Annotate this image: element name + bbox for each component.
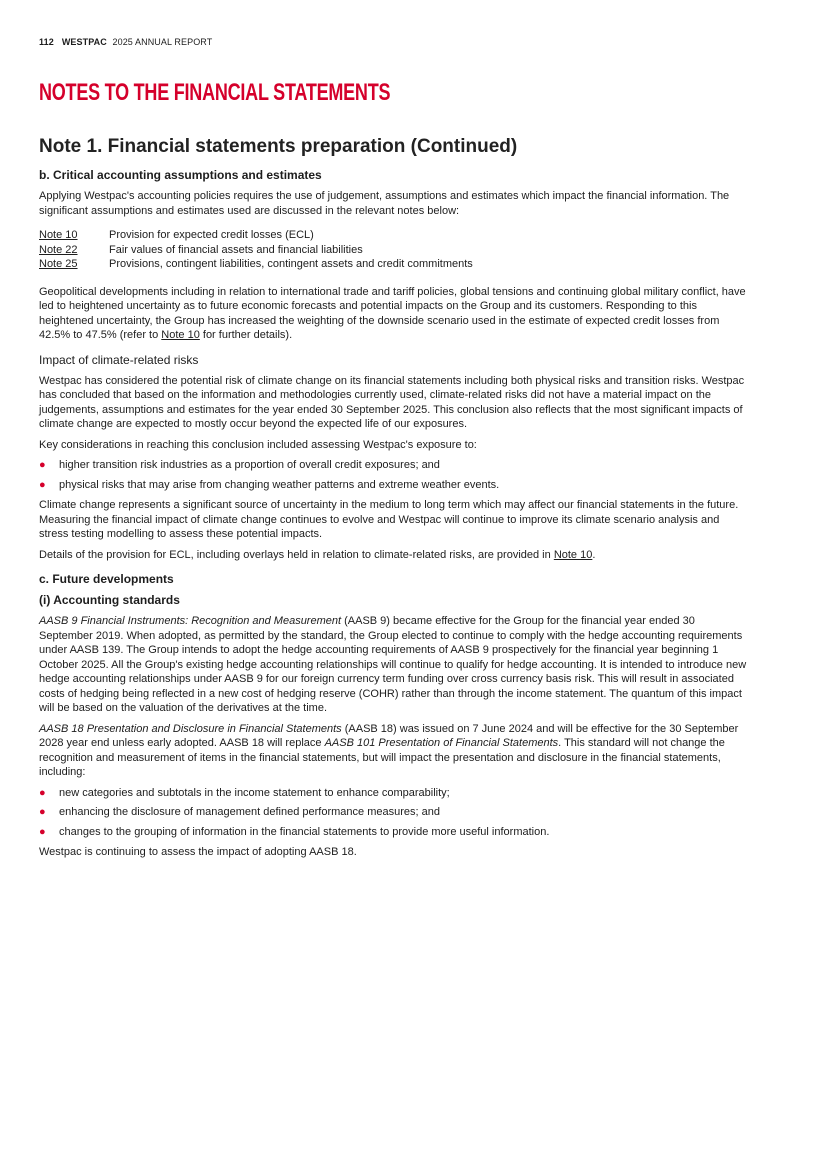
climate-paragraph-2: Key considerations in reaching this conclusion included assessing Westpac's exposure to: <box>39 438 477 451</box>
note-22-link[interactable]: Note 22 <box>39 243 78 256</box>
note-reference-row <box>39 257 749 272</box>
list-item: ● changes to the grouping of information in the financial statements to provide more useful information. <box>39 825 550 838</box>
list-item: ● new categories and subtotals in the income statement to enhance comparability; <box>39 786 450 799</box>
climate-bullet-list <box>39 458 749 492</box>
note-10-link[interactable]: Note 10 <box>161 329 200 341</box>
brand-name: WESTPAC <box>61 37 107 47</box>
note-title: Note 1. Financial statements preparation (Continued) <box>39 136 518 157</box>
list-item: ● enhancing the disclosure of management defined performance measures; and <box>39 806 440 818</box>
note-reference-text: Provision for expected credit losses (ECL) <box>109 229 314 241</box>
note-25-link[interactable]: Note 25 <box>39 258 78 270</box>
accounting-standards-heading: (i) Accounting standards <box>39 593 180 607</box>
bullet-dot-icon: ● <box>39 478 46 491</box>
section-b-intro: Applying Westpac's accounting policies requires the use of judgement, assumptions and estimates which impact the financial information. The significant assumptions and estimates used are discussed in the relevant notes below: <box>39 190 730 217</box>
climate-paragraph-4: Details of the provision for ECL, including overlays held in relation to climate-related risks, are provided in Note 10. <box>39 548 596 561</box>
closing-paragraph: Westpac is continuing to assess the impact of adopting AASB 18. <box>39 846 357 858</box>
section-title: NOTES TO THE FINANCIAL STATEMENTS <box>39 79 391 106</box>
list-item: ● physical risks that may arise from changing weather patterns and extreme weather events. <box>39 478 500 491</box>
content <box>39 136 749 866</box>
note-reference-row <box>39 243 749 258</box>
note-reference-row <box>39 228 749 243</box>
geopolitical-paragraph: Geopolitical developments including in relation to international trade and tariff policies, global tensions and continuing global military conflict, have led to heightened uncertainty as to future economic forecasts and potential impacts on the Group and its customers. Responding to this heightened uncertainty, the Group has increased the weighting of the downside scenario used in the estimate of expected credit losses from 42.5% to 47.5% (refer to Note 10 for further details). <box>39 285 746 341</box>
bullet-dot-icon: ● <box>39 806 46 818</box>
note-10-link[interactable]: Note 10 <box>39 229 78 241</box>
climate-heading: Impact of climate-related risks <box>39 352 199 367</box>
page-header <box>39 37 212 47</box>
section-c-heading: c. Future developments <box>39 572 174 586</box>
list-item: ● higher transition risk industries as a proportion of overall credit exposures; and <box>39 459 440 471</box>
note-reference-text: Fair values of financial assets and financial liabilities <box>109 243 363 256</box>
bullet-dot-icon: ● <box>39 825 46 838</box>
note-reference-list <box>39 228 749 272</box>
aasb9-paragraph: AASB 9 Financial Instruments: Recognition and Measurement (AASB 9) became effective for the Group for the financial year ended 30 September 2019. When adopted, as permitted by the standard, the Group elected to continue to comply with the hedge accounting requirements under AASB 139. The Group intends to adopt the hedge accounting requirements of AASB 9 prospectively for the financial year beginning 1 October 2025. All the Group's existing hedge accounting relationships will continue to qualify for hedge accounting. It is intended to introduce new hedge accounting relationships under AASB 9 for our foreign currency term funding over cross currency basis risk. This will result in associated costs of hedging being reflected in a new cost of hedging reserve (COHR) rather than through the income statement. The quantum of this impact will be based on the valuation of the derivatives at the time. <box>39 615 747 714</box>
aasb18-paragraph: AASB 18 Presentation and Disclosure in Financial Statements (AASB 18) was issued on 7 June 2024 and will be effective for the 30 September 2028 year end unless early adopted. AASB 18 will replace AASB 101 Presentation of Financial Statements. This standard will not change the recognition and measurement of items in the financial statements, but will impact the presentation and disclosure in the financial statements, including: <box>39 722 739 778</box>
page-number: 112 <box>39 37 54 47</box>
note-reference-text: Provisions, contingent liabilities, contingent assets and credit commitments <box>109 258 473 270</box>
note-10-link[interactable]: Note 10 <box>553 548 593 561</box>
climate-paragraph-3: Climate change represents a significant source of uncertainty in the medium to long term which may affect our financial statements in the future. Measuring the financial impact of climate change continues to evolve and Westpac will continue to improve its climate scenario analysis and stress testing modelling to assess these potential impacts. <box>39 499 739 540</box>
report-name: 2025 ANNUAL REPORT <box>112 37 213 47</box>
section-b-heading: b. Critical accounting assumptions and estimates <box>39 168 322 182</box>
climate-paragraph-1: Westpac has considered the potential risk of climate change on its financial statements including both physical risks and transition risks. Westpac has concluded that based on the information and methodologies currently used, climate-related risks did not have a material impact on the judgements, assumptions and estimates for the year ended 30 September 2025. This conclusion also reflects that the most significant impacts of climate change are expected to mostly occur beyond the expected life of our exposures. <box>39 374 745 430</box>
bullet-dot-icon: ● <box>39 459 46 471</box>
bullet-dot-icon: ● <box>39 786 46 799</box>
aasb18-bullet-list <box>39 786 749 840</box>
